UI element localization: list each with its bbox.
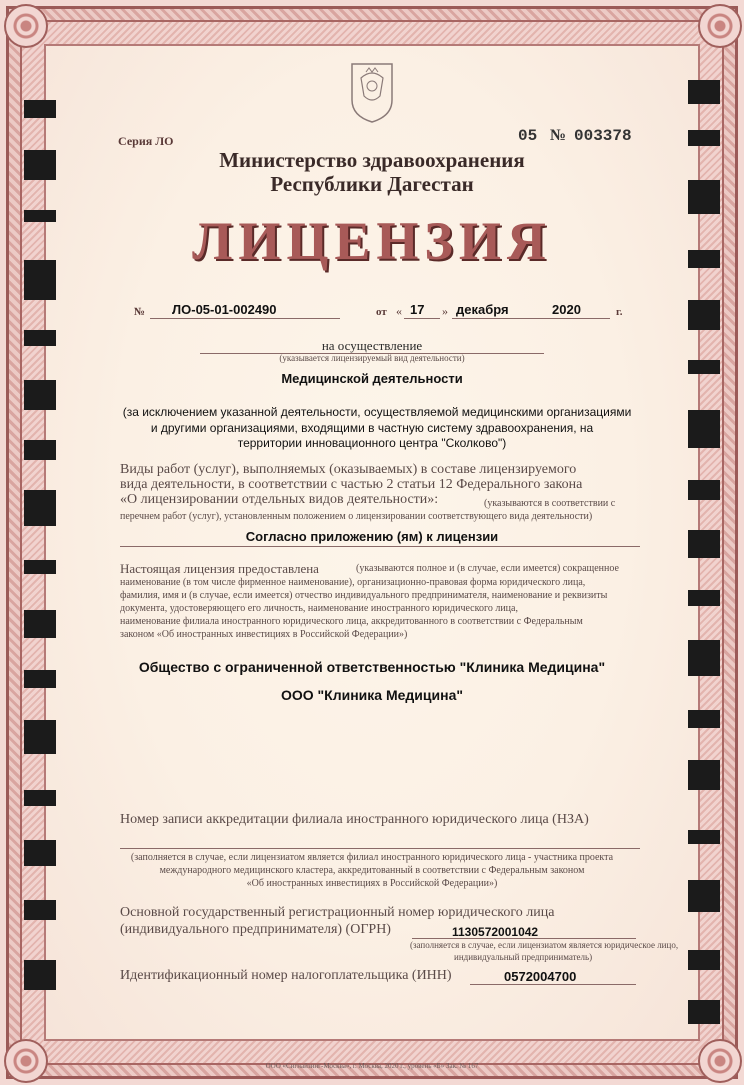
activity-intro: на осуществление bbox=[321, 338, 423, 353]
works-value-line bbox=[120, 546, 640, 547]
license-number: ЛО-05-01-002490 bbox=[172, 302, 277, 317]
license-no-label: № bbox=[134, 306, 146, 318]
inn-value: 0572004700 bbox=[504, 969, 577, 984]
issuer-line-2: Республики Дагестан bbox=[270, 172, 474, 196]
day-line bbox=[404, 318, 440, 319]
license-month: декабря bbox=[456, 302, 509, 317]
month-year-line bbox=[452, 318, 610, 319]
date-from-label: от bbox=[376, 306, 387, 318]
works-line-1: Виды работ (услуг), выполняемых (оказываемых) в составе лицензируемого bbox=[120, 462, 577, 477]
works-line-2: вида деятельности, в соответствии с частью 2 статьи 12 Федерального закона bbox=[120, 477, 583, 492]
nza-note-line-3: «Об иностранных инвестициях в Российской Федерации») bbox=[246, 878, 498, 889]
quote-open: « bbox=[396, 304, 402, 318]
ogrn-note-line-2: индивидуальный предприниматель) bbox=[454, 952, 593, 962]
quote-close: » bbox=[442, 304, 448, 318]
works-line-3: «О лицензировании отдельных видов деятельности»: bbox=[120, 492, 439, 507]
ogrn-value: 1130572001042 bbox=[452, 925, 539, 939]
nza-note-line-2: международного медицинского кластера, аккредитованный в соответствии с Федеральным законом bbox=[159, 865, 585, 876]
works-note-tail: (указываются в соответствии с bbox=[484, 498, 616, 509]
license-number-line bbox=[150, 318, 340, 319]
granted-note-line-2: фамилия, имя и (в случае, если имеется) отчество индивидуального предпринимателя, наименование и реквизиты bbox=[120, 590, 608, 601]
granted-note-line-4: наименование филиала иностранного юридического лица, аккредитованного в соответствии с Федеральным bbox=[120, 616, 583, 627]
corner-rosette-icon bbox=[698, 1039, 742, 1083]
inn-label: Идентификационный номер налогоплательщика (ИНН) bbox=[120, 968, 452, 983]
activity-name: Медицинской деятельности bbox=[281, 371, 463, 386]
corner-rosette-icon bbox=[698, 4, 742, 48]
ogrn-note-line-1: (заполняется в случае, если лицензиатом является юридическое лицо, bbox=[410, 940, 679, 950]
corner-rosette-icon bbox=[4, 4, 48, 48]
ogrn-label-line-1: Основной государственный регистрационный номер юридического лица bbox=[120, 905, 555, 920]
licensee-short-name: ООО "Клиника Медицина" bbox=[280, 687, 464, 703]
activity-exclusion-line-3: территории инновационного центра "Сколково") bbox=[237, 436, 507, 450]
inn-value-line bbox=[470, 984, 636, 985]
coat-of-arms-icon bbox=[347, 60, 397, 124]
nza-note-line-1: (заполняется в случае, если лицензиатом является филиал иностранного юридического лица - участника проекта bbox=[130, 852, 614, 863]
right-scan-artifact bbox=[688, 60, 720, 1040]
activity-exclusion-line-1: (за исключением указанной деятельности, осуществляемой медицинскими организациями bbox=[122, 405, 632, 419]
issuer-line-1: Министерство здравоохранения bbox=[219, 148, 525, 172]
nza-label: Номер записи аккредитации филиала иностранного юридического лица (НЗА) bbox=[120, 812, 589, 827]
document-title: ЛИЦЕНЗИЯ bbox=[192, 211, 552, 271]
licensee-full-name: Общество с ограниченной ответственностью "Клиника Медицина" bbox=[138, 659, 606, 675]
works-note-line: перечнем работ (услуг), установленным положением о лицензировании соответствующего вида деятельности) bbox=[120, 511, 593, 522]
works-value: Согласно приложению (ям) к лицензии bbox=[245, 529, 499, 544]
ogrn-label-line-2: (индивидуального предпринимателя) (ОГРН) bbox=[120, 922, 391, 937]
granted-note-line-3: документа, удостоверяющего его личность, наименование иностранного юридического лица, bbox=[120, 603, 518, 614]
left-scan-artifact bbox=[24, 60, 56, 1040]
serial-number: 003378 bbox=[574, 127, 632, 145]
corner-rosette-icon bbox=[4, 1039, 48, 1083]
number-sign: № bbox=[550, 127, 567, 144]
license-day: 17 bbox=[410, 302, 425, 317]
activity-exclusion-line-2: и другими организациями, входящими в частную систему здравоохранения, на bbox=[150, 421, 594, 435]
printer-line: ООО «Сигнайзинг-Москва», г. Москва, 2020 г., уровень «Б» Зак. № 167 bbox=[265, 1062, 479, 1070]
series-code: 05 bbox=[518, 127, 538, 145]
year-suffix: г. bbox=[616, 306, 623, 318]
nza-value-line bbox=[120, 848, 640, 849]
license-year: 2020 bbox=[552, 302, 581, 317]
granted-note-tail: (указываются полное и (в случае, если имеется) сокращенное bbox=[356, 563, 619, 574]
granted-note-line-1: наименование (в том числе фирменное наименование), организационно-правовая форма юридического лица, bbox=[120, 577, 586, 588]
granted-lead: Настоящая лицензия предоставлена bbox=[120, 561, 319, 576]
activity-hint: (указывается лицензируемый вид деятельности) bbox=[279, 353, 465, 363]
granted-note-line-5: законом «Об иностранных инвестициях в Российской Федерации») bbox=[120, 629, 408, 640]
series-label: Серия ЛО bbox=[118, 134, 174, 148]
